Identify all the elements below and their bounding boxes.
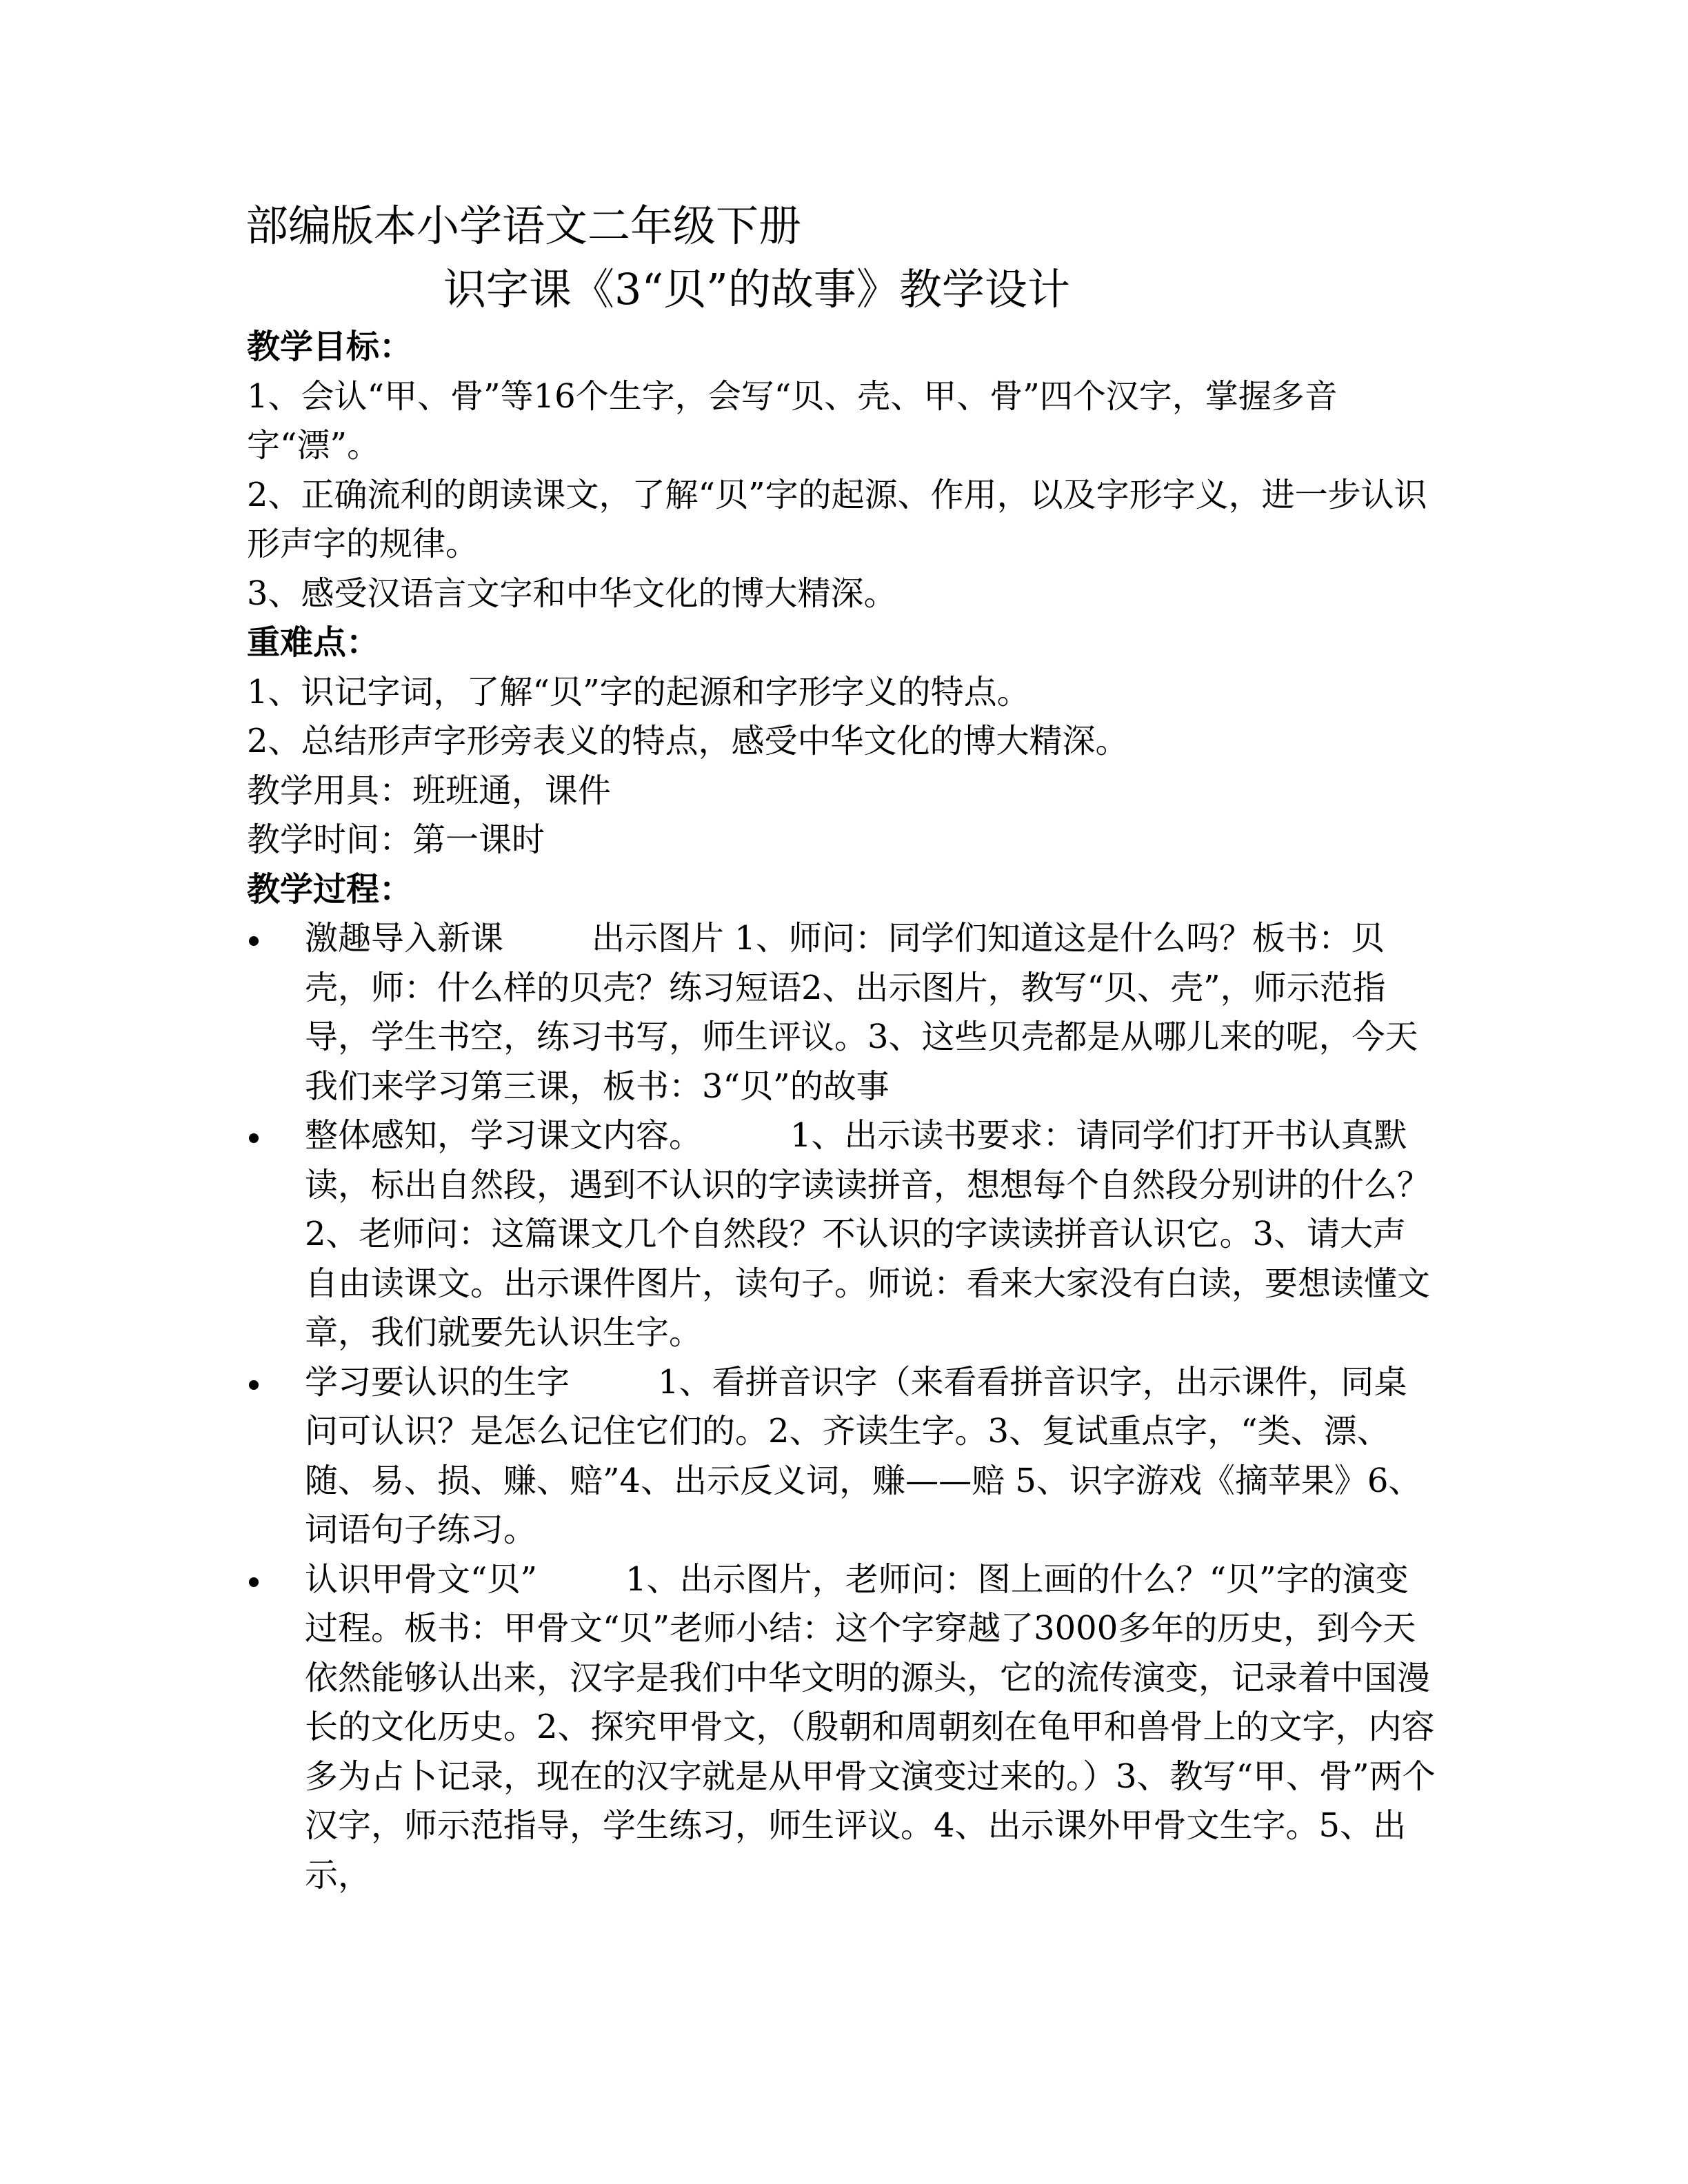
process-item bbox=[247, 1358, 1436, 1555]
bullet-icon bbox=[247, 1111, 274, 1161]
keypoint-item: 2、总结形声字形旁表义的特点，感受中华文化的博大精深。 bbox=[247, 722, 1129, 760]
teaching-tools: 教学用具：班班通，课件 bbox=[247, 771, 612, 810]
bullet-icon bbox=[247, 1555, 274, 1605]
process-text: 1、出示读书要求：请同学们打开书认真默读，标出自然段，遇到不认识的字读读拼音，想想每个自然段分别讲的什么？2、老师问：这篇课文几个自然段？不认识的字读读拼音认识它。3、请大声自由读课文。出示课件图片，读句子。师说：看来大家没有白读，要想读懂文章，我们就要先认识生字。 bbox=[305, 1116, 1431, 1352]
process-topic: 激趣导入新课 bbox=[305, 919, 504, 958]
process-topic: 认识甲骨文“贝” bbox=[305, 1559, 538, 1599]
keypoint-item: 1、识记字词，了解“贝”字的起源和字形字义的特点。 bbox=[247, 672, 1030, 711]
process-text: 出示图片 1、师问：同学们知道这是什么吗？板书：贝壳，师：什么样的贝壳？练习短语2、出示图片，教写“贝、壳”，师示范指导，学生书空，练习书写，师生评议。3、这些贝壳都是从哪儿来的呢，今天我们来学习第三课，板书：3“贝”的故事 bbox=[305, 919, 1418, 1106]
document-title-line1: 部编版本小学语文二年级下册 bbox=[245, 201, 802, 251]
goal-item: 3、感受汉语言文字和中华文化的博大精深。 bbox=[247, 574, 897, 613]
keypoints-heading: 重难点： bbox=[247, 623, 380, 662]
process-text: 1、看拼音识字（来看看拼音识字，出示课件，同桌问可认识？是怎么记住它们的。2、齐读生字。3、复试重点字，“类、漂、随、易、损、赚、赔”4、出示反义词，赚——赔 5、识字游戏《摘苹果》6、词语句子练习。 bbox=[305, 1362, 1422, 1549]
process-topic: 学习要认识的生字 bbox=[305, 1362, 570, 1402]
bullet-icon bbox=[247, 1358, 274, 1408]
goal-item: 1、会认“甲、骨”等16个生字，会写“贝、壳、甲、骨”四个汉字，掌握多音字“漂”。 bbox=[247, 376, 1338, 465]
goals-heading: 教学目标： bbox=[247, 327, 413, 366]
bullet-icon bbox=[247, 914, 274, 964]
process-item bbox=[247, 914, 1436, 1111]
document-body bbox=[247, 323, 1436, 1900]
process-text: 1、出示图片，老师问：图上画的什么？“贝”字的演变过程。板书：甲骨文“贝”老师小结：这个字穿越了3000多年的历史，到今天依然能够认出来，汉字是我们中华文明的源头，它的流传演变，记录着中国漫长的文化历史。2、探究甲骨文，（殷朝和周朝刻在龟甲和兽骨上的文字，内容多为占卜记录，现在的汉字就是从甲骨文演变过来的。）3、教写“甲、骨”两个汉字，师示范指导，学生练习，师生评议。4、出示课外甲骨文生字。5、出示， bbox=[305, 1559, 1436, 1894]
goal-item: 2、正确流利的朗读课文，了解“贝”字的起源、作用，以及字形字义，进一步认识形声字的规律。 bbox=[247, 475, 1427, 563]
process-item bbox=[247, 1111, 1436, 1358]
process-item bbox=[247, 1555, 1436, 1901]
document-title-line2: 识字课《3“贝”的故事》教学设计 bbox=[443, 264, 1070, 314]
process-heading: 教学过程： bbox=[247, 869, 413, 909]
teaching-time: 教学时间：第一课时 bbox=[247, 820, 545, 859]
process-topic: 整体感知，学习课文内容。 bbox=[305, 1116, 703, 1155]
process-list bbox=[247, 914, 1436, 1900]
